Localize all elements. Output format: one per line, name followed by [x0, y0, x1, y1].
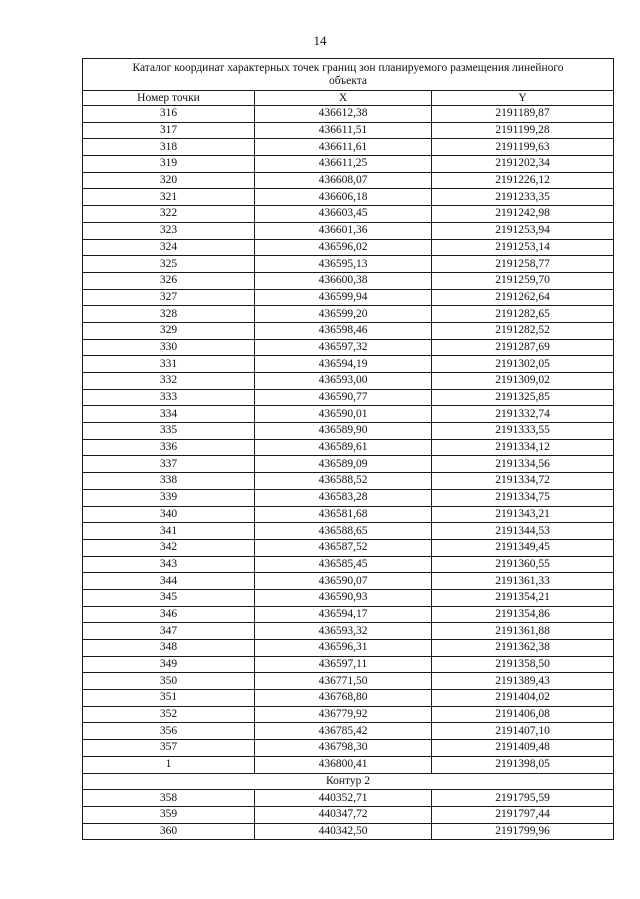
y-cell: 2191797,44: [432, 806, 614, 823]
y-cell: 2191199,28: [432, 122, 614, 139]
point-number-cell: 341: [83, 523, 255, 540]
point-number-cell: 334: [83, 406, 255, 423]
x-cell: 436599,94: [255, 289, 432, 306]
x-cell: 436611,25: [255, 156, 432, 173]
point-number-cell: 320: [83, 172, 255, 189]
table-row: [83, 339, 614, 356]
point-number-cell: 326: [83, 272, 255, 289]
point-number-cell: 339: [83, 489, 255, 506]
point-number-cell: 316: [83, 106, 255, 123]
table-header-row: [83, 91, 614, 106]
point-number-cell: 359: [83, 806, 255, 823]
point-number-cell: 337: [83, 456, 255, 473]
table-row: [83, 473, 614, 490]
table-row: [83, 706, 614, 723]
point-number-cell: 317: [83, 122, 255, 139]
x-cell: 436785,42: [255, 723, 432, 740]
point-number-cell: 340: [83, 506, 255, 523]
y-cell: 2191799,96: [432, 823, 614, 840]
table-row: [83, 373, 614, 390]
y-cell: 2191262,64: [432, 289, 614, 306]
table-row: [83, 106, 614, 123]
y-cell: 2191189,87: [432, 106, 614, 123]
point-number-cell: 335: [83, 423, 255, 440]
point-number-cell: 356: [83, 723, 255, 740]
y-cell: 2191404,02: [432, 690, 614, 707]
point-number-cell: 329: [83, 322, 255, 339]
x-cell: 436583,28: [255, 489, 432, 506]
x-cell: 436606,18: [255, 189, 432, 206]
y-cell: 2191226,12: [432, 172, 614, 189]
table-row: [83, 423, 614, 440]
x-cell: 436798,30: [255, 740, 432, 757]
table-row: [83, 656, 614, 673]
x-cell: 436612,38: [255, 106, 432, 123]
point-number-cell: 323: [83, 222, 255, 239]
table-title-row: [83, 59, 614, 91]
y-cell: 2191334,72: [432, 473, 614, 490]
x-cell: 436594,17: [255, 606, 432, 623]
x-cell: 436779,92: [255, 706, 432, 723]
x-cell: 436598,46: [255, 322, 432, 339]
y-cell: 2191242,98: [432, 206, 614, 223]
x-cell: 436587,52: [255, 539, 432, 556]
point-number-cell: 336: [83, 439, 255, 456]
table-row: [83, 790, 614, 807]
table-row: [83, 756, 614, 773]
point-number-cell: 352: [83, 706, 255, 723]
y-cell: 2191259,70: [432, 272, 614, 289]
point-number-cell: 348: [83, 640, 255, 657]
x-cell: 436596,02: [255, 239, 432, 256]
y-cell: 2191354,21: [432, 589, 614, 606]
table-row: [83, 256, 614, 273]
y-cell: 2191409,48: [432, 740, 614, 757]
table-row: [83, 506, 614, 523]
point-number-cell: 324: [83, 239, 255, 256]
x-cell: 436588,52: [255, 473, 432, 490]
point-number-cell: 333: [83, 389, 255, 406]
x-cell: 440342,50: [255, 823, 432, 840]
x-cell: 436597,11: [255, 656, 432, 673]
table-row: [83, 806, 614, 823]
header-point-number: Номер точки: [83, 91, 255, 106]
point-number-cell: 327: [83, 289, 255, 306]
point-number-cell: 343: [83, 556, 255, 573]
x-cell: 436597,32: [255, 339, 432, 356]
coordinate-catalog-table: [82, 58, 614, 840]
header-x: X: [255, 91, 432, 106]
table-row: [83, 640, 614, 657]
table-row: [83, 556, 614, 573]
table-body: [83, 59, 614, 840]
x-cell: 436590,77: [255, 389, 432, 406]
x-cell: 436590,93: [255, 589, 432, 606]
point-number-cell: 328: [83, 306, 255, 323]
point-number-cell: 332: [83, 373, 255, 390]
point-number-cell: 357: [83, 740, 255, 757]
table-row: [83, 356, 614, 373]
y-cell: 2191343,21: [432, 506, 614, 523]
table-row: [83, 439, 614, 456]
point-number-cell: 344: [83, 573, 255, 590]
y-cell: 2191253,14: [432, 239, 614, 256]
table-row: [83, 690, 614, 707]
table-row: [83, 723, 614, 740]
y-cell: 2191334,75: [432, 489, 614, 506]
x-cell: 436590,01: [255, 406, 432, 423]
point-number-cell: 342: [83, 539, 255, 556]
y-cell: 2191282,52: [432, 322, 614, 339]
x-cell: 436593,32: [255, 623, 432, 640]
x-cell: 436581,68: [255, 506, 432, 523]
x-cell: 436603,45: [255, 206, 432, 223]
x-cell: 436600,38: [255, 272, 432, 289]
point-number-cell: 318: [83, 139, 255, 156]
x-cell: 440352,71: [255, 790, 432, 807]
table-row: [83, 539, 614, 556]
section-row: [83, 773, 614, 790]
point-number-cell: 330: [83, 339, 255, 356]
y-cell: 2191333,55: [432, 423, 614, 440]
y-cell: 2191334,56: [432, 456, 614, 473]
table-row: [83, 589, 614, 606]
section-label: Контур 2: [83, 773, 614, 790]
y-cell: 2191282,65: [432, 306, 614, 323]
table-row: [83, 740, 614, 757]
y-cell: 2191344,53: [432, 523, 614, 540]
point-number-cell: 347: [83, 623, 255, 640]
y-cell: 2191361,88: [432, 623, 614, 640]
point-number-cell: 360: [83, 823, 255, 840]
point-number-cell: 345: [83, 589, 255, 606]
y-cell: 2191389,43: [432, 673, 614, 690]
x-cell: 436800,41: [255, 756, 432, 773]
y-cell: 2191407,10: [432, 723, 614, 740]
table-row: [83, 239, 614, 256]
table-row: [83, 156, 614, 173]
y-cell: 2191199,63: [432, 139, 614, 156]
point-number-cell: 322: [83, 206, 255, 223]
table-row: [83, 456, 614, 473]
table-row: [83, 206, 614, 223]
y-cell: 2191406,08: [432, 706, 614, 723]
y-cell: 2191334,12: [432, 439, 614, 456]
x-cell: 436589,61: [255, 439, 432, 456]
x-cell: 436593,00: [255, 373, 432, 390]
x-cell: 436585,45: [255, 556, 432, 573]
table-row: [83, 272, 614, 289]
point-number-cell: 350: [83, 673, 255, 690]
x-cell: 436590,07: [255, 573, 432, 590]
point-number-cell: 321: [83, 189, 255, 206]
y-cell: 2191795,59: [432, 790, 614, 807]
y-cell: 2191332,74: [432, 406, 614, 423]
table-row: [83, 172, 614, 189]
y-cell: 2191398,05: [432, 756, 614, 773]
table-row: [83, 623, 614, 640]
table-row: [83, 389, 614, 406]
x-cell: 436611,61: [255, 139, 432, 156]
y-cell: 2191202,34: [432, 156, 614, 173]
y-cell: 2191362,38: [432, 640, 614, 657]
point-number-cell: 349: [83, 656, 255, 673]
x-cell: 436588,65: [255, 523, 432, 540]
x-cell: 436771,50: [255, 673, 432, 690]
y-cell: 2191233,35: [432, 189, 614, 206]
x-cell: 436611,51: [255, 122, 432, 139]
y-cell: 2191302,05: [432, 356, 614, 373]
table-row: [83, 489, 614, 506]
point-number-cell: 351: [83, 690, 255, 707]
table-row: [83, 189, 614, 206]
point-number-cell: 319: [83, 156, 255, 173]
x-cell: 436599,20: [255, 306, 432, 323]
table-row: [83, 573, 614, 590]
table-row: [83, 289, 614, 306]
point-number-cell: 331: [83, 356, 255, 373]
y-cell: 2191309,02: [432, 373, 614, 390]
table-row: [83, 222, 614, 239]
point-number-cell: 325: [83, 256, 255, 273]
y-cell: 2191349,45: [432, 539, 614, 556]
table-title: Каталог координат характерных точек границ зон планируемого размещения линейного объекта: [83, 59, 614, 91]
x-cell: 436589,90: [255, 423, 432, 440]
point-number-cell: 358: [83, 790, 255, 807]
table-row: [83, 606, 614, 623]
y-cell: 2191325,85: [432, 389, 614, 406]
y-cell: 2191360,55: [432, 556, 614, 573]
x-cell: 436608,07: [255, 172, 432, 189]
table-row: [83, 322, 614, 339]
point-number-cell: 1: [83, 756, 255, 773]
x-cell: 440347,72: [255, 806, 432, 823]
y-cell: 2191287,69: [432, 339, 614, 356]
x-cell: 436594,19: [255, 356, 432, 373]
x-cell: 436596,31: [255, 640, 432, 657]
page-number: 14: [313, 33, 327, 48]
point-number-cell: 346: [83, 606, 255, 623]
x-cell: 436589,09: [255, 456, 432, 473]
y-cell: 2191354,86: [432, 606, 614, 623]
y-cell: 2191361,33: [432, 573, 614, 590]
x-cell: 436595,13: [255, 256, 432, 273]
table-row: [83, 122, 614, 139]
header-y: Y: [432, 91, 614, 106]
table-row: [83, 673, 614, 690]
x-cell: 436601,36: [255, 222, 432, 239]
x-cell: 436768,80: [255, 690, 432, 707]
table-row: [83, 139, 614, 156]
table-row: [83, 523, 614, 540]
table-row: [83, 823, 614, 840]
y-cell: 2191258,77: [432, 256, 614, 273]
table-row: [83, 306, 614, 323]
y-cell: 2191358,50: [432, 656, 614, 673]
y-cell: 2191253,94: [432, 222, 614, 239]
point-number-cell: 338: [83, 473, 255, 490]
table-row: [83, 406, 614, 423]
